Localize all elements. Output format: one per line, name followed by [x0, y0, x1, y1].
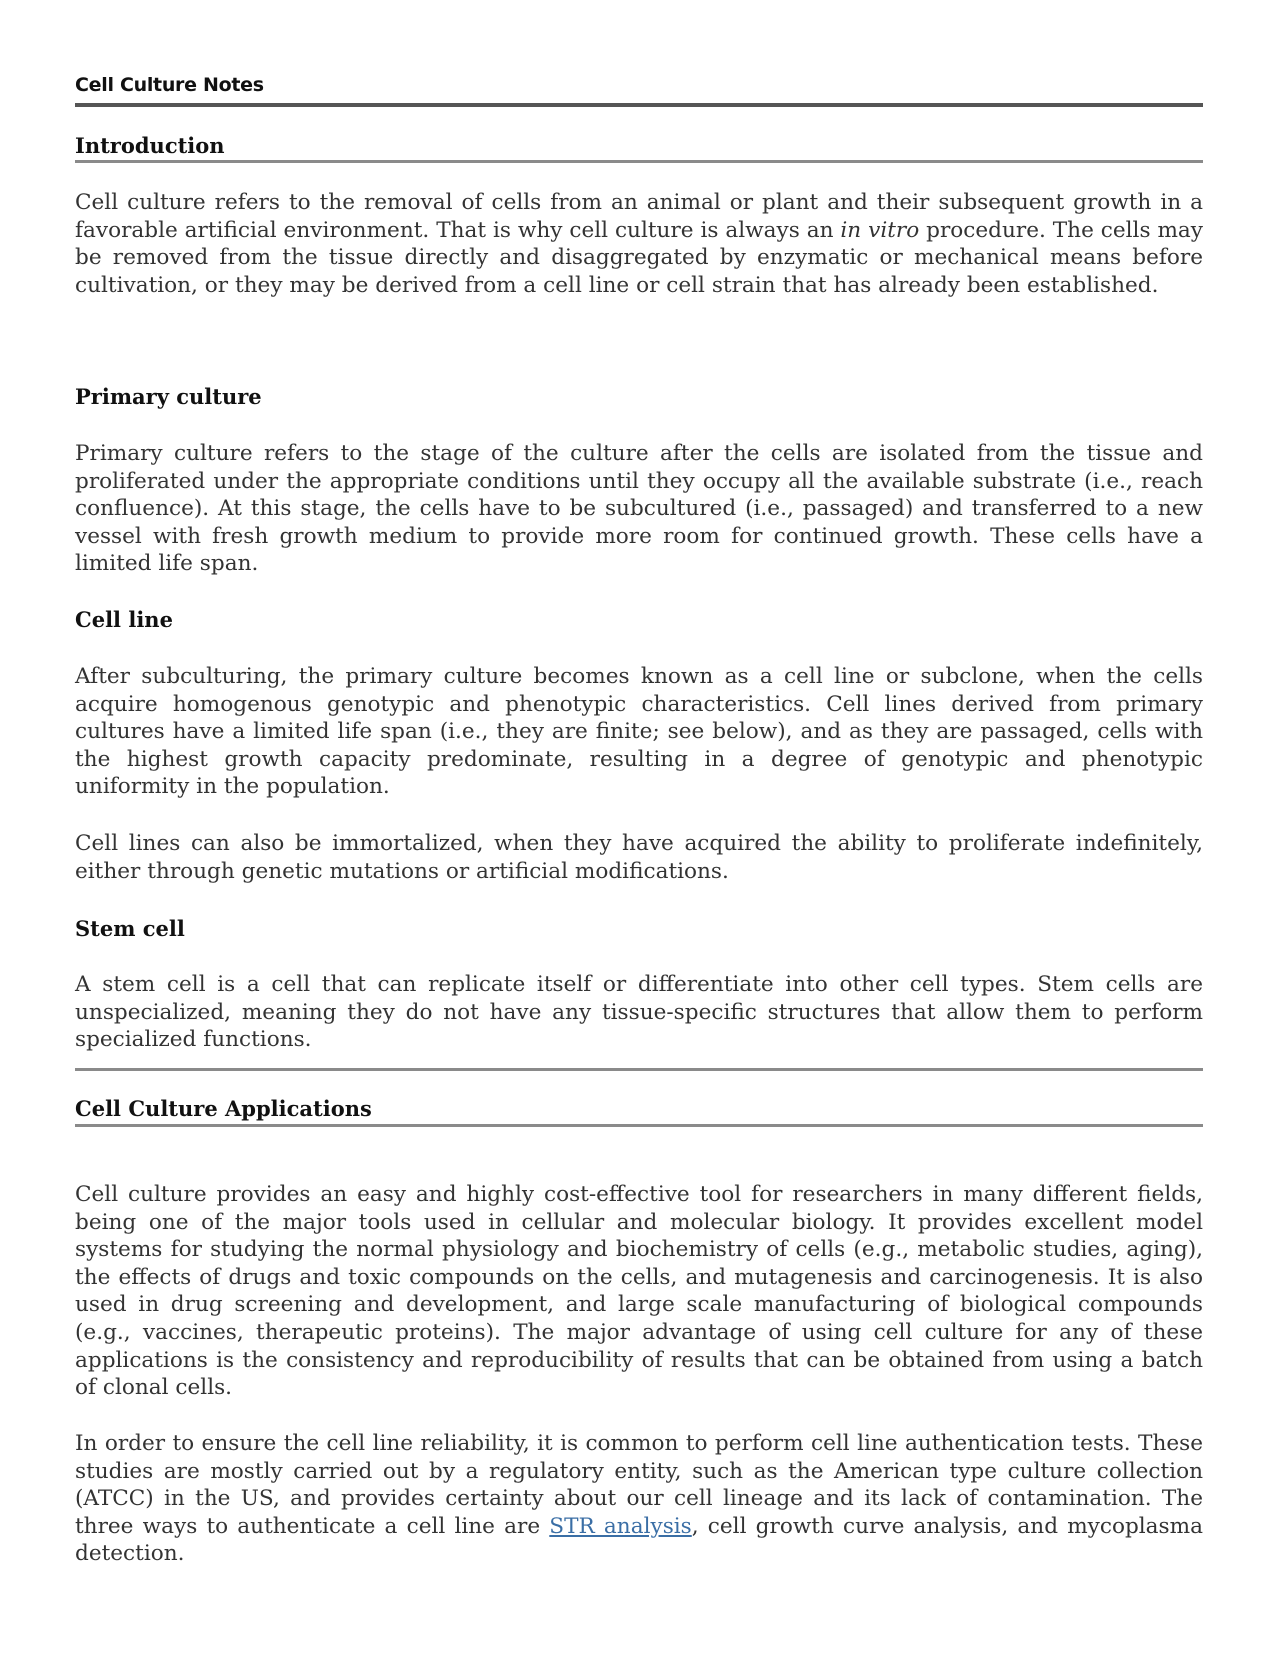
applications-divider: [75, 1124, 1203, 1127]
stem-cell-paragraph: A stem cell is a cell that can replicate itself or differentiate into other cell types. Stem cells are unspecialized, meaning they do not have any tissue-specific structures that allow them to perform specialized functions.: [75, 972, 1203, 1053]
applications-text-start: In order to ensure the cell line reliability, it is common to perform cell line authentication tests. These studies are mostly carried out by a regulatory entity, such as the American type culture collection (ATCC) in the US, and provides certainty about our cell lineage and its lack of contamination. The three ways to authenticate a cell line are: [75, 1431, 1203, 1539]
cell-line-heading: Cell line: [75, 607, 173, 632]
introduction-paragraph: [75, 189, 1203, 299]
applications-heading: Cell Culture Applications: [75, 1096, 372, 1121]
cell-line-paragraph-1: After subculturing, the primary culture becomes known as a cell line or subclone, when the cells acquire homogenous genotypic and phenotypic characteristics. Cell lines derived from primary cultures have a limited life span (i.e., they are finite; see below), and as they are passaged, cells with the highest growth capacity predominate, resulting in a degree of genotypic and phenotypic uniformity in the population.: [75, 664, 1203, 800]
primary-culture-heading: Primary culture: [75, 384, 262, 409]
applications-paragraph-1: Cell culture provides an easy and highly cost-effective tool for researchers in many different fields, being one of the major tools used in cellular and molecular biology. It provides excellent model systems for studying the normal physiology and biochemistry of cells (e.g., metabolic studies, aging), the effects of drugs and toxic compounds on the cells, and mutagenesis and carcinogenesis. It is also used in drug screening and development, and large scale manufacturing of biological compounds (e.g., vaccines, therapeutic proteins). The major advantage of using cell culture for any of these applications is the consistency and reproducibility of results that can be obtained from using a batch of clonal cells.: [75, 1182, 1203, 1401]
cell-line-paragraph-2: Cell lines can also be immortalized, when they have acquired the ability to proliferate indefinitely, either through genetic mutations or artificial modifications.: [75, 831, 1203, 884]
stem-cell-heading: Stem cell: [75, 916, 185, 941]
introduction-text-end: procedure. The cells may be removed from the tissue directly and disaggregated by enzymatic or mechanical means before cultivation, or they may be derived from a cell line or cell strain that has already been established.: [75, 217, 1203, 298]
primary-culture-paragraph: Primary culture refers to the stage of the culture after the cells are isolated from the tissue and proliferated under the appropriate conditions until they occupy all the available substrate (i.e., reach confluence). At this stage, the cells have to be subcultured (i.e., passaged) and transferred to a new vessel with fresh growth medium to provide more room for continued growth. These cells have a limited life span.: [75, 441, 1203, 577]
str-analysis-link[interactable]: STR analysis: [549, 1513, 692, 1539]
introduction-text-start: Cell culture refers to the removal of cells from an animal or plant and their subsequent growth in a favorable artificial environment. That is why cell culture is always an: [75, 190, 1203, 243]
in-vitro-term: in vitro: [840, 217, 920, 243]
applications-paragraph-2: [75, 1430, 1203, 1568]
introduction-divider: [75, 160, 1203, 163]
title-divider: [75, 103, 1203, 107]
document-title: Cell Culture Notes: [75, 74, 264, 96]
section-divider: [75, 1068, 1203, 1071]
applications-text-end: , cell growth curve analysis, and mycoplasma detection.: [75, 1513, 1203, 1567]
introduction-heading: Introduction: [75, 133, 225, 158]
